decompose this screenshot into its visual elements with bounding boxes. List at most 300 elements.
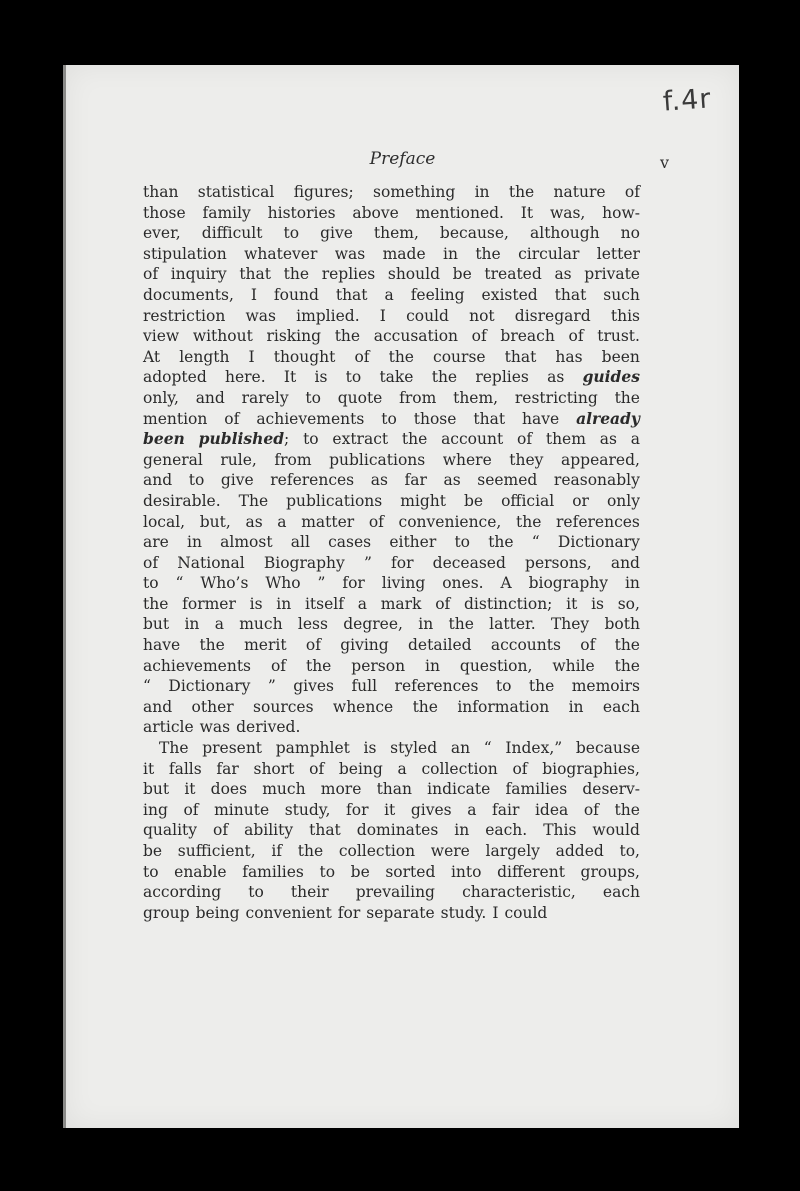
word: give [220, 471, 254, 490]
text-line [143, 429, 640, 450]
word: to, [619, 842, 640, 860]
body-text [143, 182, 640, 923]
text-line [143, 697, 640, 718]
text-line [143, 841, 640, 862]
word: ing [143, 800, 168, 819]
word: appeared, [560, 450, 640, 469]
word: such [603, 285, 640, 304]
word: quote [337, 388, 383, 407]
word: desirable. [143, 491, 221, 510]
word: accusation [373, 327, 459, 346]
word: publications [286, 491, 383, 510]
word: The [238, 491, 269, 510]
word: of [624, 183, 640, 201]
word: and [195, 388, 225, 407]
word: for [342, 574, 365, 593]
word: of [471, 327, 487, 346]
word: different [497, 862, 565, 881]
text-line [143, 450, 640, 471]
word: seemed [477, 471, 538, 490]
word: accounts [490, 636, 561, 655]
word: without [192, 327, 253, 346]
word: National [177, 553, 245, 572]
word: course [433, 347, 486, 366]
word: how- [602, 203, 640, 222]
text-line [143, 182, 640, 203]
text-line [143, 862, 640, 883]
word: might [400, 491, 447, 510]
word: Dictionary [168, 677, 251, 696]
word: published; [198, 429, 290, 449]
word: be [452, 265, 472, 284]
running-title: Preface [369, 149, 436, 169]
word: them, [453, 388, 499, 407]
word: a [467, 800, 477, 819]
word: question, [459, 656, 533, 675]
word: figures; [293, 183, 354, 201]
word: no [620, 224, 640, 243]
word: trust. [597, 327, 640, 346]
word: replies [475, 368, 529, 387]
word: of [213, 821, 229, 840]
word: to [381, 409, 397, 428]
word: letter [596, 244, 640, 263]
word: be [464, 491, 484, 510]
word: all [290, 533, 310, 552]
word: largely [485, 842, 540, 860]
word: A [500, 574, 512, 593]
word: if [271, 842, 283, 860]
word: is [591, 594, 604, 613]
word: been [601, 347, 640, 366]
word: detailed [408, 636, 472, 655]
word: ” [363, 553, 372, 572]
word: but, [199, 512, 231, 531]
word: the [297, 842, 324, 860]
word: of [516, 430, 533, 449]
word: extract [332, 430, 389, 449]
word: publications [329, 450, 426, 469]
word: the [412, 697, 438, 716]
word: biographies, [542, 759, 640, 778]
word: them [545, 430, 586, 449]
word: is [249, 594, 263, 613]
text-line [143, 264, 640, 285]
word: in [568, 697, 584, 716]
word: implied. [296, 306, 360, 325]
word: references [394, 677, 479, 696]
word: for [346, 800, 369, 819]
word: account [441, 430, 504, 449]
word: in [187, 533, 202, 552]
word: because [575, 739, 640, 758]
text-line [143, 656, 640, 677]
word: memoirs [571, 677, 640, 696]
word: far [216, 759, 239, 778]
word: should [387, 265, 441, 284]
word: each [602, 883, 640, 902]
word: in [624, 574, 640, 593]
word: quality [143, 821, 198, 840]
word: in [184, 615, 200, 634]
text-line [143, 882, 640, 903]
word: length [179, 347, 230, 366]
word: it [143, 759, 155, 778]
word: achievements [256, 409, 365, 428]
word: take [379, 368, 414, 387]
word: deceased [432, 553, 506, 572]
word: “ [483, 739, 492, 758]
word: view [143, 327, 180, 346]
word: sufficient, [177, 842, 256, 860]
word: as [554, 265, 572, 284]
word: groups, [580, 862, 640, 881]
word: person [351, 656, 406, 675]
word: here. [224, 368, 266, 387]
word: characteristic, [462, 883, 576, 902]
word: a [630, 430, 640, 449]
word: derived. [236, 718, 301, 737]
word: above [352, 203, 399, 222]
word: of [309, 759, 325, 778]
text-line [143, 532, 640, 553]
word: convenient [245, 903, 332, 922]
text-line [143, 409, 640, 430]
word: pamphlet [275, 739, 350, 758]
word: feeling [410, 285, 465, 304]
word: so, [617, 594, 640, 613]
word: the [334, 327, 361, 346]
word: than [143, 183, 179, 201]
word: because, [439, 224, 509, 243]
word: in [418, 615, 434, 634]
word: was [334, 244, 366, 263]
word: is [363, 739, 377, 758]
word: in [474, 183, 490, 201]
word: stipulation [143, 244, 227, 263]
word: the [199, 636, 225, 655]
word: of [435, 594, 451, 613]
word: that [473, 409, 506, 428]
word: a [397, 759, 407, 778]
word: both [604, 615, 640, 634]
text-line [143, 306, 640, 327]
word: in [276, 594, 292, 613]
word: documents, [143, 285, 234, 304]
word: added [555, 842, 604, 860]
text-line [143, 820, 640, 841]
word: found [273, 285, 319, 304]
word: ” [267, 677, 276, 696]
word: from [399, 388, 437, 407]
word: the [614, 388, 640, 407]
word: as [245, 512, 263, 531]
word: only [606, 491, 640, 510]
text-line [143, 635, 640, 656]
word: treated [484, 265, 542, 284]
word: in [443, 244, 458, 263]
word: rule, [220, 450, 257, 469]
word: the [388, 347, 414, 366]
word: to [305, 388, 321, 407]
word: official [501, 491, 555, 510]
word: to [143, 574, 159, 593]
word: references [270, 471, 355, 490]
word: into [450, 862, 482, 881]
word: of [568, 327, 584, 346]
word: for [337, 903, 361, 922]
word: while [552, 656, 595, 675]
word: study. [440, 903, 487, 922]
text-line [143, 553, 640, 574]
word: each. [485, 821, 528, 840]
text-line [143, 800, 640, 821]
word: restriction [143, 306, 226, 325]
word: living [381, 574, 426, 593]
word: the [528, 677, 555, 696]
word: collection [338, 842, 416, 860]
word: that [309, 821, 341, 840]
word: sorted [385, 862, 436, 881]
word: already [576, 408, 640, 428]
word: prevailing [355, 883, 435, 902]
word: I [492, 903, 499, 922]
word: or [572, 491, 589, 510]
word: biography [528, 574, 609, 593]
word: deserv- [582, 780, 640, 799]
word: the [143, 594, 169, 613]
word: At [143, 347, 161, 366]
word: where [442, 450, 492, 469]
text-line [143, 285, 640, 306]
word: the [305, 656, 332, 675]
word: separate [366, 903, 435, 922]
word: and [610, 553, 640, 572]
word: the [508, 183, 535, 201]
handwritten-folio-note: f.4r [661, 83, 713, 118]
word: mentioned. [415, 203, 504, 222]
word: merit [244, 636, 287, 655]
word: but [143, 780, 170, 799]
word: of [143, 553, 159, 572]
word: to [319, 862, 336, 881]
text-line [143, 738, 640, 759]
word: in [454, 821, 470, 840]
text-line [143, 470, 640, 491]
page-number: v [659, 153, 669, 172]
word: dominates [356, 821, 439, 840]
word: but [143, 615, 170, 634]
word: to [345, 368, 362, 387]
text-line [143, 512, 640, 533]
word: idea [534, 800, 569, 819]
word: of [224, 409, 240, 428]
word: each [602, 697, 640, 716]
word: minute [214, 800, 270, 819]
word: whence [332, 697, 394, 716]
word: matter [301, 512, 355, 531]
word: families [242, 862, 304, 881]
word: that [335, 285, 368, 304]
word: for [391, 553, 414, 572]
word: and [143, 697, 173, 716]
text-line [143, 614, 640, 635]
text-line [143, 244, 640, 265]
word: giving [340, 636, 389, 655]
word: the [431, 368, 458, 387]
word: the [283, 265, 310, 284]
word: of [143, 265, 159, 284]
word: “ [143, 677, 151, 696]
word: the [614, 636, 640, 655]
word: ever, [143, 224, 181, 243]
word: according [143, 883, 222, 902]
running-head [66, 149, 739, 175]
word: more [320, 780, 362, 799]
word: than [376, 780, 412, 799]
word: gives [293, 677, 334, 696]
word: itself [304, 594, 344, 613]
word: They [550, 615, 590, 634]
word: Index,” [505, 739, 563, 758]
word: it [384, 800, 396, 819]
text-line [143, 717, 640, 738]
word: to [248, 883, 264, 902]
word: local, [143, 512, 186, 531]
word: as [547, 368, 565, 387]
word: study, [284, 800, 331, 819]
word: to [303, 430, 319, 449]
word: falls [168, 759, 202, 778]
word: those [143, 203, 186, 222]
text-line [143, 779, 640, 800]
word: only, [143, 388, 179, 407]
word: It [283, 368, 297, 387]
word: sources [253, 697, 314, 716]
word: achievements [143, 656, 252, 675]
word: would [592, 821, 640, 840]
word: article [143, 718, 194, 737]
word: either [389, 533, 437, 552]
word: made [382, 244, 426, 263]
word: could [406, 306, 449, 325]
word: a [357, 594, 367, 613]
word: the [614, 656, 640, 675]
word: Dictionary [557, 533, 640, 552]
word: to [495, 677, 512, 696]
text-line [143, 347, 640, 368]
word: adopted [143, 368, 207, 387]
word: that [554, 285, 587, 304]
word: this [610, 306, 640, 325]
word: breach [500, 327, 555, 346]
text-line [143, 903, 640, 924]
word: existed [481, 285, 538, 304]
word: as [599, 430, 617, 449]
word: that [504, 347, 537, 366]
word: does [210, 780, 248, 799]
word: private [584, 265, 640, 284]
word: of [354, 347, 370, 366]
word: to [143, 862, 159, 881]
word: have [143, 636, 181, 655]
word: could [504, 903, 548, 922]
word: give [320, 224, 353, 243]
word: their [290, 883, 329, 902]
word: of [183, 800, 199, 819]
word: as [443, 471, 461, 490]
word: almost [220, 533, 273, 552]
word: being [338, 759, 383, 778]
word: a [277, 512, 287, 531]
word: and [143, 471, 173, 490]
word: something [373, 183, 456, 201]
word: group [143, 903, 190, 922]
word: from [274, 450, 312, 469]
word: was [199, 718, 231, 737]
word: indicate [427, 780, 491, 799]
word: to [283, 224, 300, 243]
word: to [188, 471, 205, 490]
word: not [469, 306, 495, 325]
word: The [159, 739, 189, 758]
word: be [143, 842, 163, 860]
text-line [143, 388, 640, 409]
word: families [505, 780, 568, 799]
word: replies [321, 265, 376, 284]
word: rarely [241, 388, 289, 407]
word: information [457, 697, 550, 716]
text-line [143, 759, 640, 780]
word: histories [267, 203, 336, 222]
word: I [250, 285, 257, 304]
text-line [143, 594, 640, 615]
word: a [384, 285, 394, 304]
word: of [368, 512, 384, 531]
word: being [195, 903, 240, 922]
word: full [351, 677, 378, 696]
word: distinction; [464, 594, 553, 613]
word: convenience, [398, 512, 502, 531]
word: whatever [244, 244, 318, 263]
word: ones. [442, 574, 484, 593]
word: them, [373, 224, 419, 243]
word: It [520, 203, 534, 222]
word: degree, [343, 615, 403, 634]
word: the [475, 244, 501, 263]
word: less [297, 615, 328, 634]
word: the [614, 800, 640, 819]
word: I [248, 347, 255, 366]
text-line [143, 573, 640, 594]
word: I [379, 306, 386, 325]
word: has [555, 347, 583, 366]
word: the [401, 430, 428, 449]
book-page [63, 65, 739, 1128]
word: gives [410, 800, 452, 819]
text-line [143, 367, 640, 388]
word: This [543, 821, 577, 840]
word: ” [317, 574, 326, 593]
word: Who [265, 574, 301, 593]
word: it [184, 780, 196, 799]
word: ability [244, 821, 294, 840]
word: latter. [489, 615, 536, 634]
word: guides [582, 367, 640, 387]
word: Biography [263, 553, 345, 572]
word: were [430, 842, 470, 860]
word: nature [553, 183, 606, 201]
